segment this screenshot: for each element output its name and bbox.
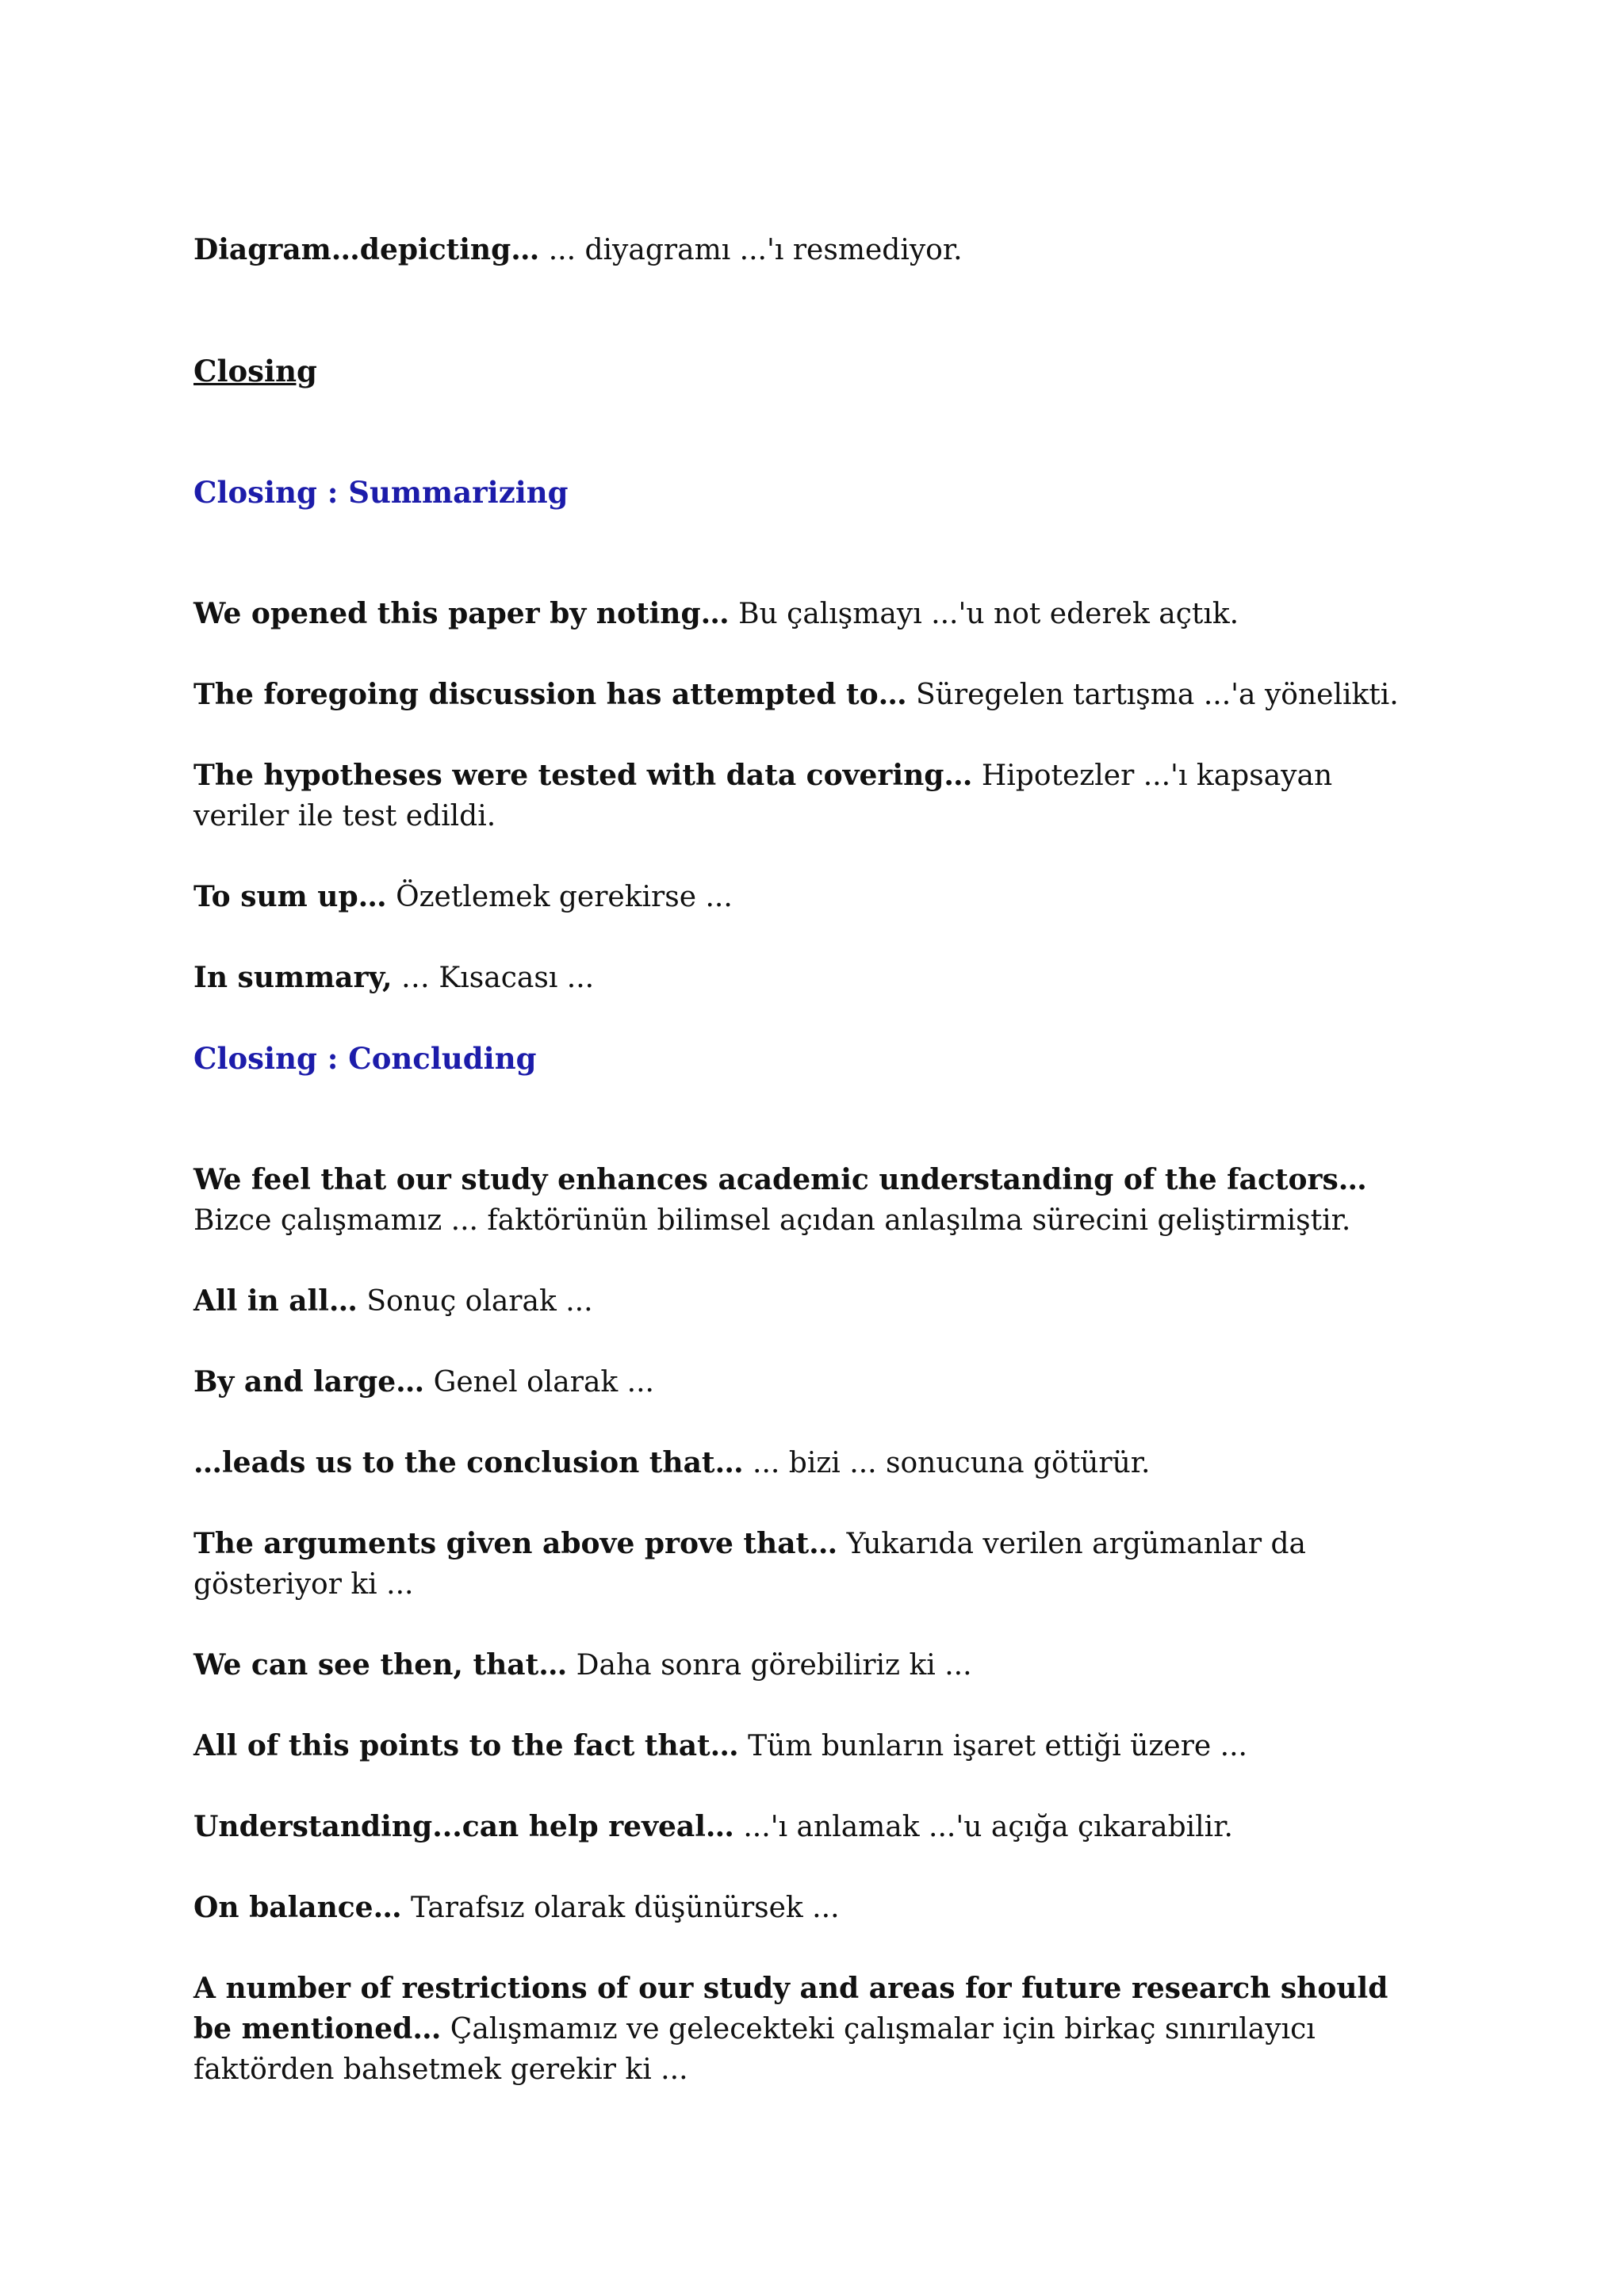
entry-term: On balance… [193,1891,402,1924]
concluding-heading: Closing : Concluding [193,1041,537,1076]
entry-translation: Yukarıda verilen argümanlar da gösteriyor ki ... [193,1528,1307,1601]
closing-title: Closing [193,354,317,388]
entry-translation: Tüm bunların işaret ettiği üzere ... [738,1730,1247,1762]
phrase-entry [193,1160,1431,1241]
entry-term: We feel that our study enhances academic understanding of the factors… [193,1163,1367,1196]
phrase-entry [193,1524,1431,1605]
phrase-entry [193,1443,1431,1483]
phrase-entry [193,675,1431,715]
entry-term: Diagram…depicting… [193,233,540,266]
entry-translation: Bizce çalışmamız ... faktörünün bilimsel açıdan anlaşılma sürecini geliştirmiştir. [193,1204,1351,1237]
entry-translation: ... diyagramı ...'ı resmediyor. [539,234,963,266]
entry-translation: … Kısacası ... [392,962,595,994]
phrase-entry [193,1888,1431,1928]
entry-translation: Bu çalışmayı ...'u not ederek açtık. [729,598,1239,630]
phrase-entry [193,1969,1431,2090]
entry-term: The foregoing discussion has attempted to… [193,678,907,711]
entry-term: Understanding...can help reveal… [193,1810,734,1843]
entry-translation: ... bizi ... sonucuna götürür. [743,1447,1151,1479]
phrase-entry [193,1281,1431,1322]
entry-term: We opened this paper by noting… [193,597,730,630]
entry-translation: Süregelen tartışma ...'a yönelikti. [906,679,1399,711]
intro-entry [193,230,1431,270]
phrase-entry [193,1645,1431,1686]
phrase-entry [193,594,1431,634]
summarizing-list [193,594,1431,998]
entry-term: The hypotheses were tested with data covering… [193,759,973,792]
entry-term: To sum up… [193,880,387,913]
phrase-entry [193,958,1431,998]
entry-term: …leads us to the conclusion that… [193,1446,744,1479]
entry-translation: Çalışmamız ve gelecekteki çalışmalar için birkaç sınırılayıcı faktörden bahsetmek gerekir ki ... [193,2013,1316,2086]
entry-term: We can see then, that… [193,1648,568,1682]
document-page [193,230,1431,2090]
entry-translation: ...'ı anlamak ...'u açığa çıkarabilir. [733,1811,1233,1843]
entry-translation: Genel olarak ... [424,1366,655,1399]
entry-term: In summary, [193,961,393,994]
entry-translation: Sonuç olarak ... [357,1285,593,1318]
phrase-entry [193,1362,1431,1402]
concluding-list [193,1160,1431,2090]
phrase-entry [193,1726,1431,1766]
entry-translation: Tarafsız olarak düşünürsek ... [401,1892,840,1924]
phrase-entry [193,877,1431,917]
entry-term: A number of restrictions of our study and areas for future research should be mentioned… [193,1972,1388,2045]
summarizing-heading: Closing : Summarizing [193,475,569,510]
phrase-entry [193,756,1431,836]
entry-term: By and large… [193,1365,425,1399]
phrase-entry [193,1807,1431,1847]
entry-translation: Özetlemek gerekirse ... [386,881,733,913]
entry-term: All of this points to the fact that… [193,1729,739,1762]
entry-translation: Daha sonra görebiliriz ki ... [567,1649,972,1682]
entry-translation: Hipotezler ...'ı kapsayan veriler ile test edildi. [193,760,1333,832]
entry-term: All in all… [193,1284,358,1318]
entry-term: The arguments given above prove that… [193,1527,838,1560]
